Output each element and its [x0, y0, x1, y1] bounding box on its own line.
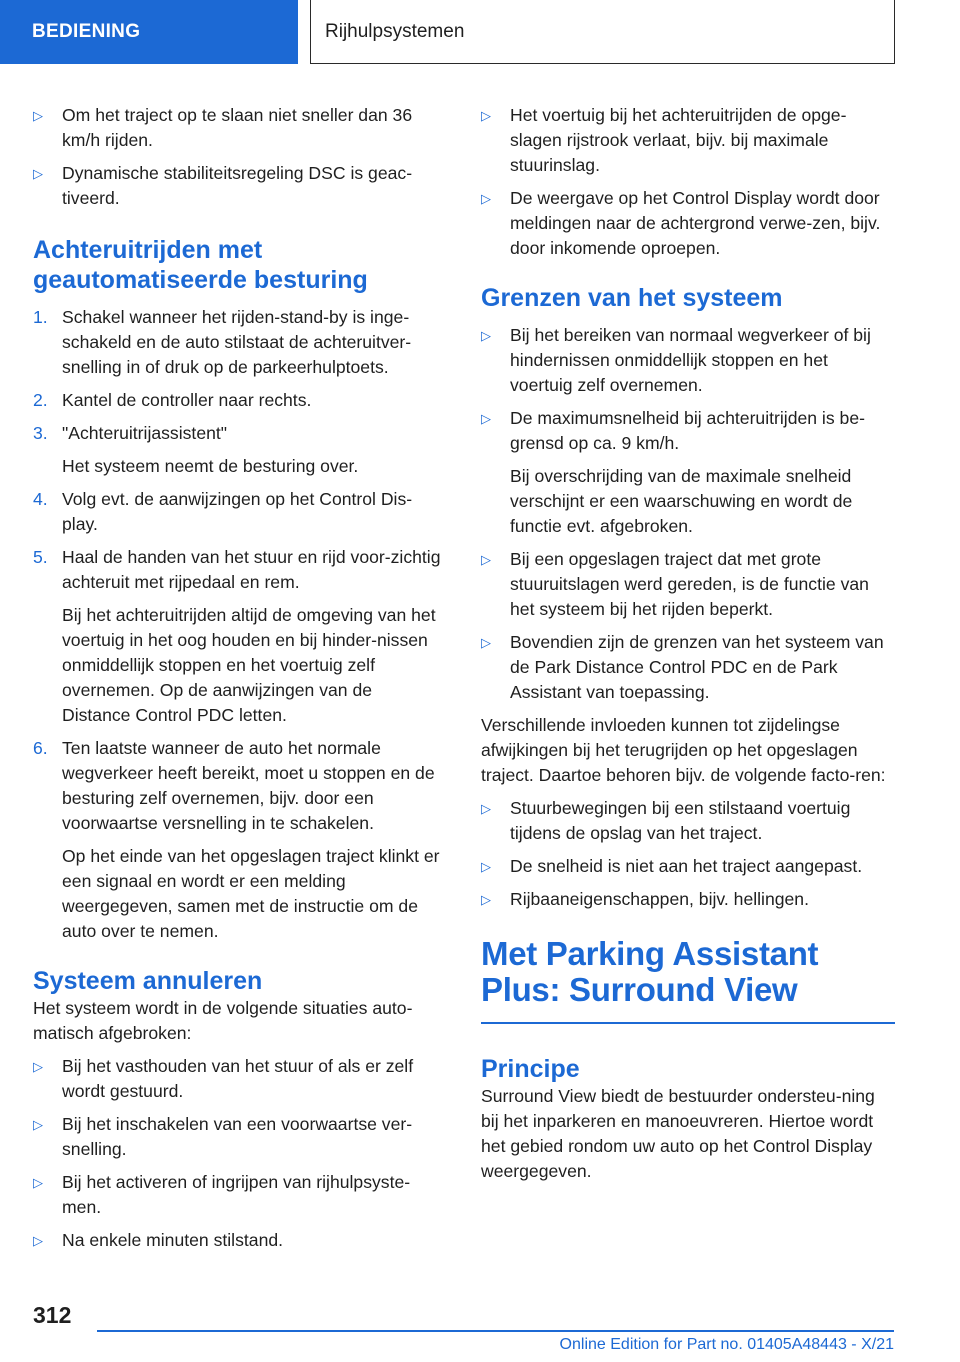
principle-paragraph: Surround View biedt de bestuurder ondersteu‐ning bij het inparkeren en manoeuvreren. Hiertoe wordt het gebied rondom uw auto op het Control Display weergegeven.: [481, 1086, 875, 1181]
page-number: 312: [33, 1302, 72, 1328]
bullet-text: Bovendien zijn de grenzen van het systeem van de Park Distance Control PDC en de Park Assistant van toepassing.: [510, 632, 884, 702]
footer-edition-text: Online Edition for Part no. 01405A48443 - X/21: [559, 1336, 894, 1353]
bullet-triangle-icon: ▷: [481, 859, 491, 874]
list-item: [33, 1170, 445, 1220]
step-text: Ten laatste wanneer de auto het normale wegverkeer heeft bereikt, moet u stoppen en de besturing zelf overnemen, bijv. door een voorwaartse versnelling in te schakelen.: [62, 738, 435, 833]
heading-surround-view: Met Parking Assistant Plus: Surround View: [481, 935, 819, 1008]
bullet-text: Bij het inschakelen van een voorwaartse ver‐snelling.: [62, 1114, 413, 1159]
list-item: [481, 103, 895, 178]
bullet-triangle-icon: ▷: [481, 191, 491, 206]
bullet-triangle-icon: ▷: [481, 411, 491, 426]
step-subtext: Op het einde van het opgeslagen traject klinkt er een signaal en wordt er een melding weergegeven, samen met de instructie om de auto over te nemen.: [62, 846, 440, 941]
step-number: 1.: [33, 307, 48, 327]
bullet-triangle-icon: ▷: [481, 328, 491, 343]
bullet-text: Rijbaaneigenschappen, bijv. hellingen.: [510, 889, 809, 909]
list-item: [481, 854, 895, 879]
step-item: [33, 421, 445, 446]
bullet-text: Het voertuig bij het achteruitrijden de opge‐slagen rijstrook verlaat, bijv. bij maximale stuurinslag.: [510, 105, 847, 175]
heading-system-cancel: Systeem annuleren: [33, 967, 263, 995]
footer-rule: [97, 1330, 894, 1332]
list-item: [33, 1112, 445, 1162]
bullet-text: Om het traject op te slaan niet sneller dan 36 km/h rijden.: [62, 105, 413, 150]
bullet-triangle-icon: ▷: [33, 1233, 43, 1248]
heading-reverse-automated-steering: Achteruitrijden met geautomatiseerde besturing: [33, 236, 368, 294]
heading-system-limits: Grenzen van het systeem: [481, 284, 783, 312]
step-text: "Achteruitrijassistent": [62, 423, 228, 443]
step-text: Haal de handen van het stuur en rijd voor‐zichtig achteruit met rijpedaal en rem.: [62, 547, 441, 592]
list-item: [481, 796, 895, 846]
right-column: [481, 103, 895, 1192]
bullet-triangle-icon: ▷: [481, 892, 491, 907]
step-text: Kantel de controller naar rechts.: [62, 390, 312, 410]
step-item: [33, 736, 445, 836]
step-number: 4.: [33, 489, 48, 509]
header-section-tab: [0, 0, 298, 64]
bullet-subtext: Bij overschrijding van de maximale snelheid verschijnt er een waarschuwing en wordt de functie evt. afgebroken.: [510, 466, 853, 536]
list-item: [481, 406, 895, 456]
bullet-text: Bij het bereiken van normaal wegverkeer of bij hindernissen onmiddellijk stoppen en het voertuig zelf overnemen.: [510, 325, 871, 395]
header-chapter-box: [310, 0, 895, 64]
bullet-text: Bij een opgeslagen traject dat met grote stuuruitslagen werd gereden, is de functie van het systeem bij het rijden beperkt.: [510, 549, 869, 619]
bullet-triangle-icon: ▷: [33, 108, 43, 123]
list-item: [33, 161, 445, 211]
left-column: [33, 103, 445, 1261]
step-number: 5.: [33, 547, 48, 567]
bullet-triangle-icon: ▷: [33, 1175, 43, 1190]
cancel-intro-paragraph: Het systeem wordt in de volgende situaties auto‐matisch afgebroken:: [33, 998, 413, 1043]
step-item: [33, 305, 445, 380]
bullet-text: De weergave op het Control Display wordt door meldingen naar de achtergrond verwe‐zen, bijv. door inkomende oproepen.: [510, 188, 881, 258]
bullet-text: Dynamische stabiliteitsregeling DSC is geac‐tiveerd.: [62, 163, 413, 208]
bullet-text: De snelheid is niet aan het traject aangepast.: [510, 856, 863, 876]
influences-paragraph: Verschillende invloeden kunnen tot zijdelingse afwijkingen bij het terugrijden op het opgeslagen traject. Daartoe behoren bijv. de volgende facto‐ren:: [481, 715, 886, 785]
header-section-label: BEDIENING: [32, 21, 141, 42]
bullet-triangle-icon: ▷: [481, 552, 491, 567]
list-item: [481, 547, 895, 622]
bullet-text: Stuurbewegingen bij een stilstaand voertuig tijdens de opslag van het traject.: [510, 798, 851, 843]
step-number: 2.: [33, 390, 48, 410]
step-item: [33, 388, 445, 413]
step-number: 3.: [33, 423, 48, 443]
list-item: [481, 630, 895, 705]
step-item: [33, 545, 445, 595]
bullet-triangle-icon: ▷: [481, 801, 491, 816]
step-subtext: Het systeem neemt de besturing over.: [62, 456, 359, 476]
step-text: Schakel wanneer het rijden-stand-by is inge‐schakeld en de auto stilstaat de achteruitver‐snelling in of druk op de parkeerhulptoets.: [62, 307, 412, 377]
bullet-text: Na enkele minuten stilstand.: [62, 1230, 284, 1250]
header-chapter-label: Rijhulpsystemen: [325, 20, 465, 42]
bullet-triangle-icon: ▷: [33, 166, 43, 181]
bullet-triangle-icon: ▷: [33, 1059, 43, 1074]
step-subtext: Bij het achteruitrijden altijd de omgeving van het voertuig in het oog houden en bij hinder‐nissen onmiddellijk stoppen en het voertuig zelf overnemen. Op de aanwijzingen van de Distance Control PDC letten.: [62, 605, 436, 725]
list-item: [481, 186, 895, 261]
list-item: [481, 323, 895, 398]
list-item: [33, 1054, 445, 1104]
step-number: 6.: [33, 738, 48, 758]
step-text: Volg evt. de aanwijzingen op het Control Dis‐play.: [62, 489, 413, 534]
heading-principle: Principe: [481, 1055, 580, 1083]
step-item: [33, 487, 445, 537]
heading-rule: [481, 1022, 895, 1024]
bullet-text: De maximumsnelheid bij achteruitrijden is be‐grensd op ca. 9 km/h.: [510, 408, 865, 453]
bullet-triangle-icon: ▷: [33, 1117, 43, 1132]
bullet-text: Bij het vasthouden van het stuur of als er zelf wordt gestuurd.: [62, 1056, 414, 1101]
list-item: [33, 1228, 445, 1253]
bullet-triangle-icon: ▷: [481, 108, 491, 123]
bullet-text: Bij het activeren of ingrijpen van rijhulpsyste‐men.: [62, 1172, 411, 1217]
list-item: [33, 103, 445, 153]
list-item: [481, 887, 895, 912]
bullet-triangle-icon: ▷: [481, 635, 491, 650]
